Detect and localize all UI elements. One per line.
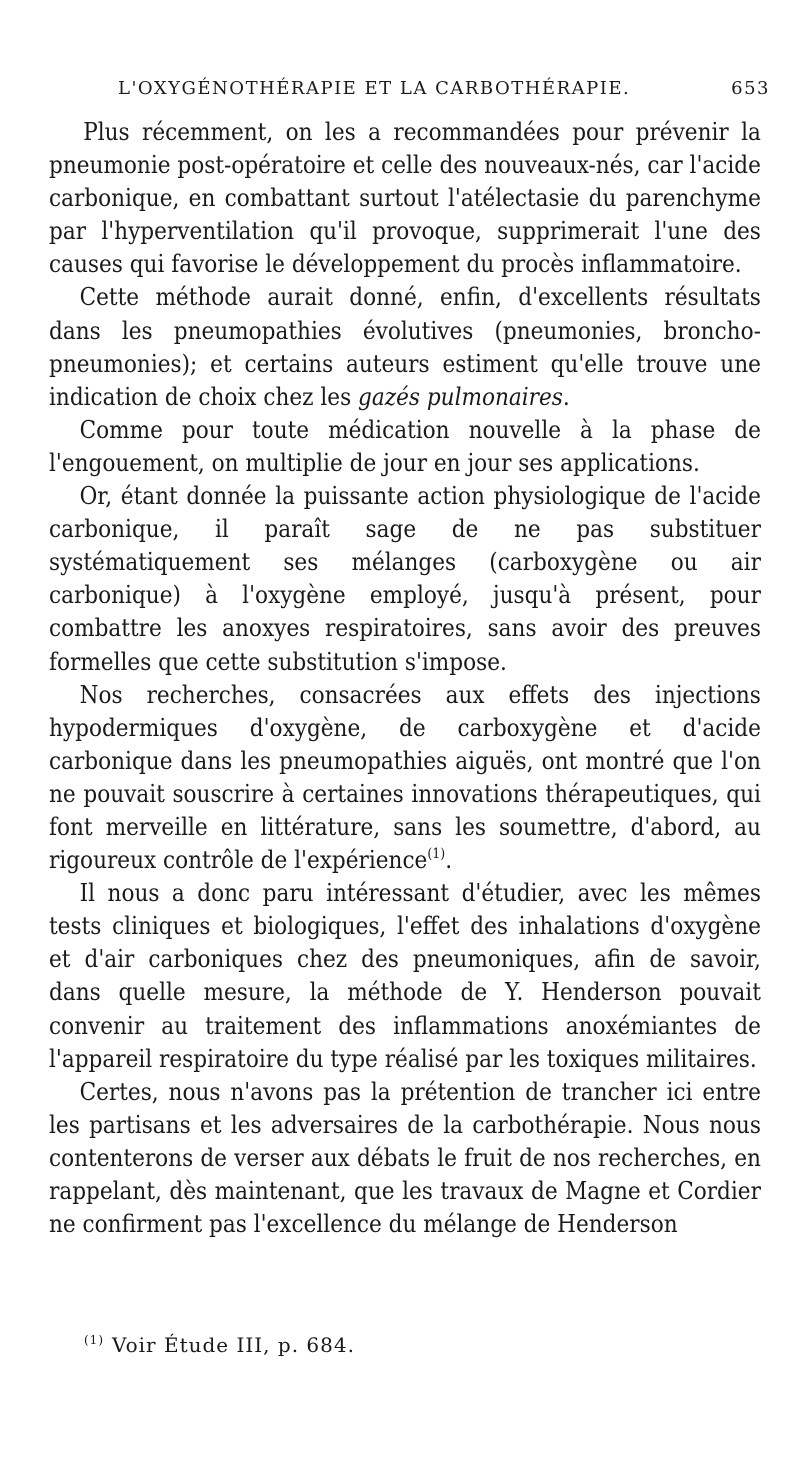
paragraph-7: Certes, nous n'avons pas la prétention de trancher ici entre les partisans et les adversaires de la carbothérapie. Nous nous contenterons de verser aux débats le fruit de nos recherches, en rappelant, dès maintenant, que les travaux de Magne et Cordier ne confirment pas l'excellence du mélange de Henderson (49, 1077, 761, 1239)
footnote (84, 1333, 355, 1357)
paragraph-2-end: . (562, 382, 570, 411)
paragraph-2-text: Cette méthode aurait donné, enfin, d'excellents résultats dans les pneumopathies évolutives (pneumonies, broncho-pneumonies); et certains auteurs estiment qu'elle trouve une indication de choix chez les (49, 283, 761, 411)
paragraph-5-end: . (445, 846, 453, 875)
paragraph-4: Or, étant donnée la puissante action physiologique de l'acide carbonique, il paraît sage de ne pas substituer systématiquement ses mélanges (carboxygène ou air carbonique) à l'oxygène employé, jusqu'à présent, pour combattre les anoxyes respiratoires, sans avoir des preuves formelles que cette substitution s'impose. (49, 482, 761, 676)
paragraph-6: Il nous a donc paru intéressant d'étudier, avec les mêmes tests cliniques et biologiques, l'effet des inhalations d'oxygène et d'air carboniques chez des pneumoniques, afin de savoir, dans quelle mesure, la méthode de Y. Henderson pouvait convenir au traitement des inflammations anoxémiantes de l'appareil respiratoire du type réalisé par les toxiques militaires. (49, 879, 761, 1073)
paragraph-3: Comme pour toute médication nouvelle à la phase de l'engouement, on multiplie de jour en jour ses applications. (49, 415, 761, 477)
running-head (118, 78, 770, 108)
body-text (49, 116, 761, 1241)
paragraph-5-text: Nos recherches, consacrées aux effets des injections hypodermiques d'oxygène, de carboxygène et d'acide carbonique dans les pneumopathies aiguës, ont montré que l'on ne pouvait souscrire à certaines innovations thérapeutiques, qui font merveille en littérature, sans les soumettre, d'abord, au rigoureux contrôle de l'expérience (49, 680, 761, 875)
footnote-text: Voir Étude III, p. 684. (112, 1333, 355, 1357)
running-title: L'OXYGÉNOTHÉRAPIE ET LA CARBOTHÉRAPIE. (118, 78, 631, 99)
page-number: 653 (731, 78, 770, 99)
paragraph-1: Plus récemment, on les a recommandées pour prévenir la pneumonie post-opératoire et celle des nouveaux-nés, car l'acide carbonique, en combattant surtout l'atélectasie du parenchyme par l'hyperventilation qu'il provoque, supprimerait l'une des causes qui favorise le développement du procès inflammatoire. (49, 118, 761, 279)
italic-term: gazés pulmonaires (358, 382, 563, 411)
paragraph-5 (49, 679, 761, 878)
paragraph-2 (49, 281, 761, 413)
footnote-mark: (1) (84, 1333, 104, 1347)
footnote-reference[interactable]: (1) (427, 846, 446, 863)
